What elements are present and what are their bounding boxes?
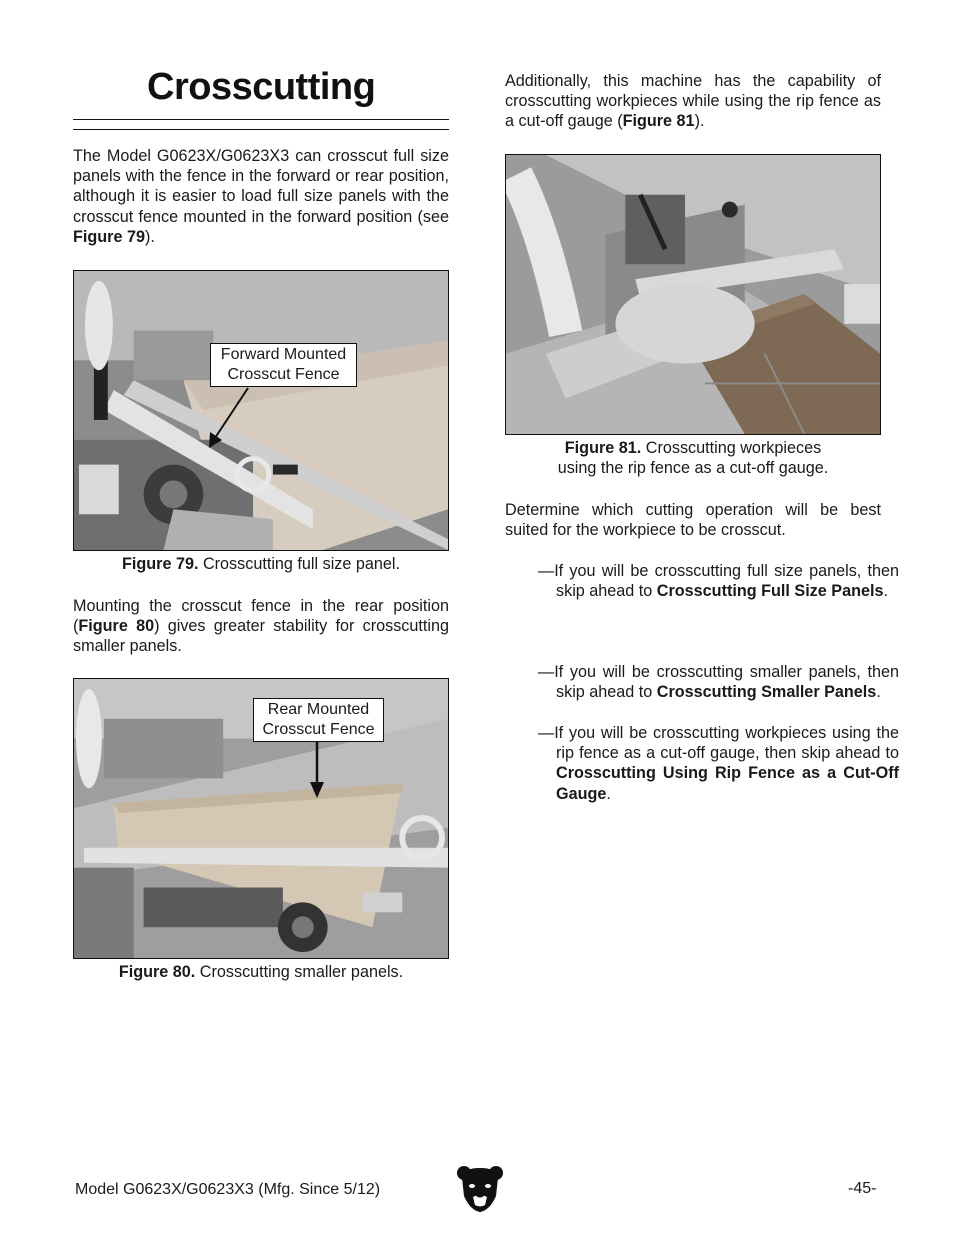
bullet-smaller-panels: —If you will be crosscutting smaller panels, then skip ahead to Crosscutting Smaller Panels. bbox=[538, 663, 899, 702]
figure-80-callout bbox=[253, 698, 384, 742]
figure-79-callout bbox=[210, 343, 357, 387]
figure-80-callout-line1: Rear Mounted bbox=[267, 701, 370, 718]
figure-79-callout-arrow bbox=[73, 270, 449, 551]
rear-mount-paragraph: Mounting the crosscut fence in the rear position (Figure 80) gives greater stability for crosscutting smaller panels. bbox=[73, 597, 449, 656]
figure-79-callout-line2: Crosscut Fence bbox=[227, 366, 340, 383]
figure-79-caption: Figure 79. Crosscutting full size panel. bbox=[121, 555, 400, 573]
figure-80-callout-line2: Crosscut Fence bbox=[262, 721, 375, 738]
bear-head-logo-icon bbox=[456, 1164, 504, 1214]
footer-model: Model G0623X/G0623X3 (Mfg. Since 5/12) bbox=[75, 1181, 381, 1198]
page-title: Crosscutting bbox=[147, 66, 376, 108]
determine-paragraph: Determine which cutting operation will be best suited for the workpiece to be crosscut. bbox=[505, 501, 881, 540]
bullet-rip-fence-gauge: —If you will be crosscutting workpieces using the rip fence as a cut-off gauge, then skip ahead to Crosscutting Using Rip Fence as a Cut-Off Gauge. bbox=[538, 724, 899, 803]
figure-81-caption: Figure 81. Crosscutting workpieces using the rip fence as a cut-off gauge. bbox=[557, 439, 829, 477]
figure-81-photo bbox=[505, 154, 881, 435]
figure-79-callout-line1: Forward Mounted bbox=[220, 346, 347, 363]
intro-paragraph: The Model G0623X/G0623X3 can crosscut full size panels with the fence in the forward or rear position, although it is easier to load full size panels with the crosscut fence mounted in the forward position (see Figure 79). bbox=[73, 147, 449, 246]
bullet-full-size-panels: —If you will be crosscutting full size panels, then skip ahead to Crosscutting Full Size Panels. bbox=[538, 562, 899, 601]
figure-80-caption: Figure 80. Crosscutting smaller panels. bbox=[118, 963, 404, 981]
rip-fence-paragraph: Additionally, this machine has the capability of crosscutting workpieces while using the rip fence as a cut-off gauge (Figure 81). bbox=[505, 72, 881, 131]
page-number: -45- bbox=[848, 1180, 877, 1197]
title-rule-top bbox=[73, 119, 449, 120]
title-rule-bottom bbox=[73, 129, 449, 130]
